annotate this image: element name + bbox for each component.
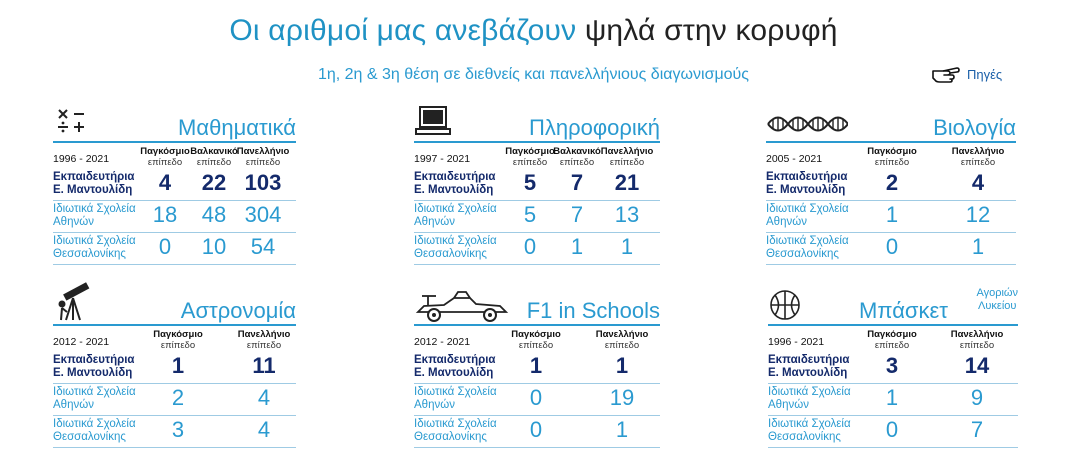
telescope-icon xyxy=(53,282,93,322)
title-underline xyxy=(53,324,296,326)
race-car-icon xyxy=(414,288,510,324)
col-header-world: Παγκόσμιο επίπεδο xyxy=(140,146,190,168)
row-athens: Ιδιωτικά Σχολεία Αθηνών 18 48 304 xyxy=(53,201,296,233)
row-athens: Ιδιωτικά Σχολεία Αθηνών 2 4 xyxy=(53,384,296,416)
col-header-world: Παγκόσμιο επίπεδο xyxy=(867,329,917,351)
value-world: 2 xyxy=(171,385,185,410)
row-athens: Ιδιωτικά Σχολεία Αθηνών 0 19 xyxy=(414,384,660,416)
value-balkan: 7 xyxy=(570,170,584,195)
card-title: Αστρονομία xyxy=(180,298,296,323)
col-header-balkan: Βαλκανικό επίπεδο xyxy=(190,146,238,168)
row-thessaloniki: Ιδιωτικά Σχολεία Θεσσαλονίκης 0 1 xyxy=(766,233,1016,265)
year-range: 2012 - 2021 xyxy=(414,336,471,348)
title-underline xyxy=(414,141,660,143)
card-basketball xyxy=(768,288,1018,448)
row-thessaloniki: Ιδιωτικά Σχολεία Θεσσαλονίκης 0 7 xyxy=(768,416,1018,448)
value-national: 7 xyxy=(970,417,984,442)
value-world: 0 xyxy=(529,385,543,410)
basketball-icon xyxy=(768,288,802,322)
value-world: 18 xyxy=(152,202,178,227)
year-range: 1996 - 2021 xyxy=(53,153,110,165)
row-school: Εκπαιδευτήρια Ε. Μαντουλίδη 1 1 xyxy=(414,352,660,384)
row-thessaloniki: Ιδιωτικά Σχολεία Θεσσαλονίκης 3 4 xyxy=(53,416,296,448)
value-national: 11 xyxy=(252,353,276,378)
value-world: 0 xyxy=(885,234,899,259)
value-world: 1 xyxy=(529,353,543,378)
title-underline xyxy=(53,141,296,143)
sources-label: Πηγές xyxy=(967,66,1003,82)
title-underline xyxy=(414,324,660,326)
math-operators-icon xyxy=(53,107,89,137)
value-world: 4 xyxy=(158,170,172,195)
row-thessaloniki: Ιδιωτικά Σχολεία Θεσσαλονίκης 0 1 xyxy=(414,416,660,448)
pointing-hand-icon xyxy=(931,64,961,84)
card-title-sub: Αγοριών Λυκείου xyxy=(976,287,1018,312)
computer-monitor-icon xyxy=(414,105,454,137)
card-title: Μαθηματικά xyxy=(178,115,296,140)
value-world: 0 xyxy=(158,234,172,259)
card-title: F1 in Schools xyxy=(526,298,660,323)
col-header-national: Πανελλήνιο επίπεδο xyxy=(236,146,290,168)
year-range: 2012 - 2021 xyxy=(53,336,110,348)
year-range: 1996 - 2021 xyxy=(768,336,825,348)
year-range: 1997 - 2021 xyxy=(414,153,471,165)
value-national: 4 xyxy=(971,170,985,195)
value-national: 14 xyxy=(964,353,990,378)
card-title: Βιολογία xyxy=(933,115,1016,140)
title-colored: Οι αριθμοί μας ανεβάζουν xyxy=(229,14,577,47)
row-separator xyxy=(414,447,660,448)
row-thessaloniki: Ιδιωτικά Σχολεία Θεσσαλονίκης 0 1 1 xyxy=(414,233,660,265)
year-range: 2005 - 2021 xyxy=(766,153,823,165)
value-world: 0 xyxy=(523,234,537,259)
row-school: Εκπαιδευτήρια Ε. Μαντουλίδη 2 4 xyxy=(766,169,1016,201)
value-national: 13 xyxy=(614,202,640,227)
col-header-world: Παγκόσμιο επίπεδο xyxy=(153,329,203,351)
dna-helix-icon xyxy=(766,109,848,139)
value-world: 2 xyxy=(885,170,899,195)
value-world: 3 xyxy=(171,417,185,442)
col-header-national: Πανελλήνιο επίπεδο xyxy=(951,146,1005,168)
col-header-national: Πανελλήνιο επίπεδο xyxy=(950,329,1004,351)
value-national: 21 xyxy=(614,170,640,195)
value-national: 1 xyxy=(971,234,985,259)
value-balkan: 48 xyxy=(201,202,227,227)
col-header-national: Πανελλήνιο επίπεδο xyxy=(600,146,654,168)
value-balkan: 10 xyxy=(201,234,227,259)
card-title: Πληροφορική xyxy=(528,115,660,140)
value-national: 304 xyxy=(244,202,282,227)
row-athens: Ιδιωτικά Σχολεία Αθηνών 1 9 xyxy=(768,384,1018,416)
col-header-world: Παγκόσμιο επίπεδο xyxy=(511,329,561,351)
page-subtitle: 1η, 2η & 3η θέση σε διεθνείς και πανελλήνιους διαγωνισμούς xyxy=(317,66,750,83)
card-title: Μπάσκετ xyxy=(859,298,948,323)
value-world: 1 xyxy=(885,385,899,410)
value-national: 9 xyxy=(970,385,984,410)
col-header-national: Πανελλήνιο επίπεδο xyxy=(237,329,291,351)
value-national: 1 xyxy=(615,417,629,442)
title-underline xyxy=(768,324,1018,326)
row-athens: Ιδιωτικά Σχολεία Αθηνών 5 7 13 xyxy=(414,201,660,233)
row-school: Εκπαιδευτήρια Ε. Μαντουλίδη 3 14 xyxy=(768,352,1018,384)
card-informatics xyxy=(414,105,660,265)
row-separator xyxy=(53,264,296,265)
row-athens: Ιδιωτικά Σχολεία Αθηνών 1 12 xyxy=(766,201,1016,233)
col-header-world: Παγκόσμιο επίπεδο xyxy=(505,146,555,168)
row-separator xyxy=(768,447,1018,448)
card-f1 xyxy=(414,288,660,448)
row-school: Εκπαιδευτήρια Ε. Μαντουλίδη 1 11 xyxy=(53,352,296,384)
col-header-balkan: Βαλκανικό επίπεδο xyxy=(553,146,601,168)
value-balkan: 22 xyxy=(201,170,227,195)
value-national: 4 xyxy=(257,385,271,410)
value-world: 0 xyxy=(885,417,899,442)
value-world: 3 xyxy=(885,353,899,378)
row-school: Εκπαιδευτήρια Ε. Μαντουλίδη 5 7 21 xyxy=(414,169,660,201)
card-astronomy xyxy=(53,288,296,448)
value-world: 5 xyxy=(523,202,537,227)
value-world: 5 xyxy=(523,170,537,195)
value-national: 54 xyxy=(250,234,276,259)
row-separator xyxy=(414,264,660,265)
value-national: 1 xyxy=(615,353,629,378)
row-school: Εκπαιδευτήρια Ε. Μαντουλίδη 4 22 103 xyxy=(53,169,296,201)
row-thessaloniki: Ιδιωτικά Σχολεία Θεσσαλονίκης 0 10 54 xyxy=(53,233,296,265)
value-national: 1 xyxy=(620,234,634,259)
value-world: 0 xyxy=(529,417,543,442)
value-world: 1 xyxy=(171,353,185,378)
value-national: 19 xyxy=(609,385,635,410)
col-header-national: Πανελλήνιο επίπεδο xyxy=(595,329,649,351)
row-separator xyxy=(766,264,1016,265)
value-national: 4 xyxy=(257,417,271,442)
value-national: 103 xyxy=(244,170,282,195)
value-balkan: 7 xyxy=(570,202,584,227)
sources-link[interactable] xyxy=(931,64,1002,84)
card-math xyxy=(53,105,296,265)
value-world: 1 xyxy=(885,202,899,227)
row-separator xyxy=(53,447,296,448)
col-header-world: Παγκόσμιο επίπεδο xyxy=(867,146,917,168)
title-underline xyxy=(766,141,1016,143)
value-balkan: 1 xyxy=(570,234,584,259)
card-biology xyxy=(766,105,1016,265)
title-dark: ψηλά στην κορυφή xyxy=(584,14,838,47)
page-title xyxy=(0,14,1067,48)
value-national: 12 xyxy=(965,202,991,227)
